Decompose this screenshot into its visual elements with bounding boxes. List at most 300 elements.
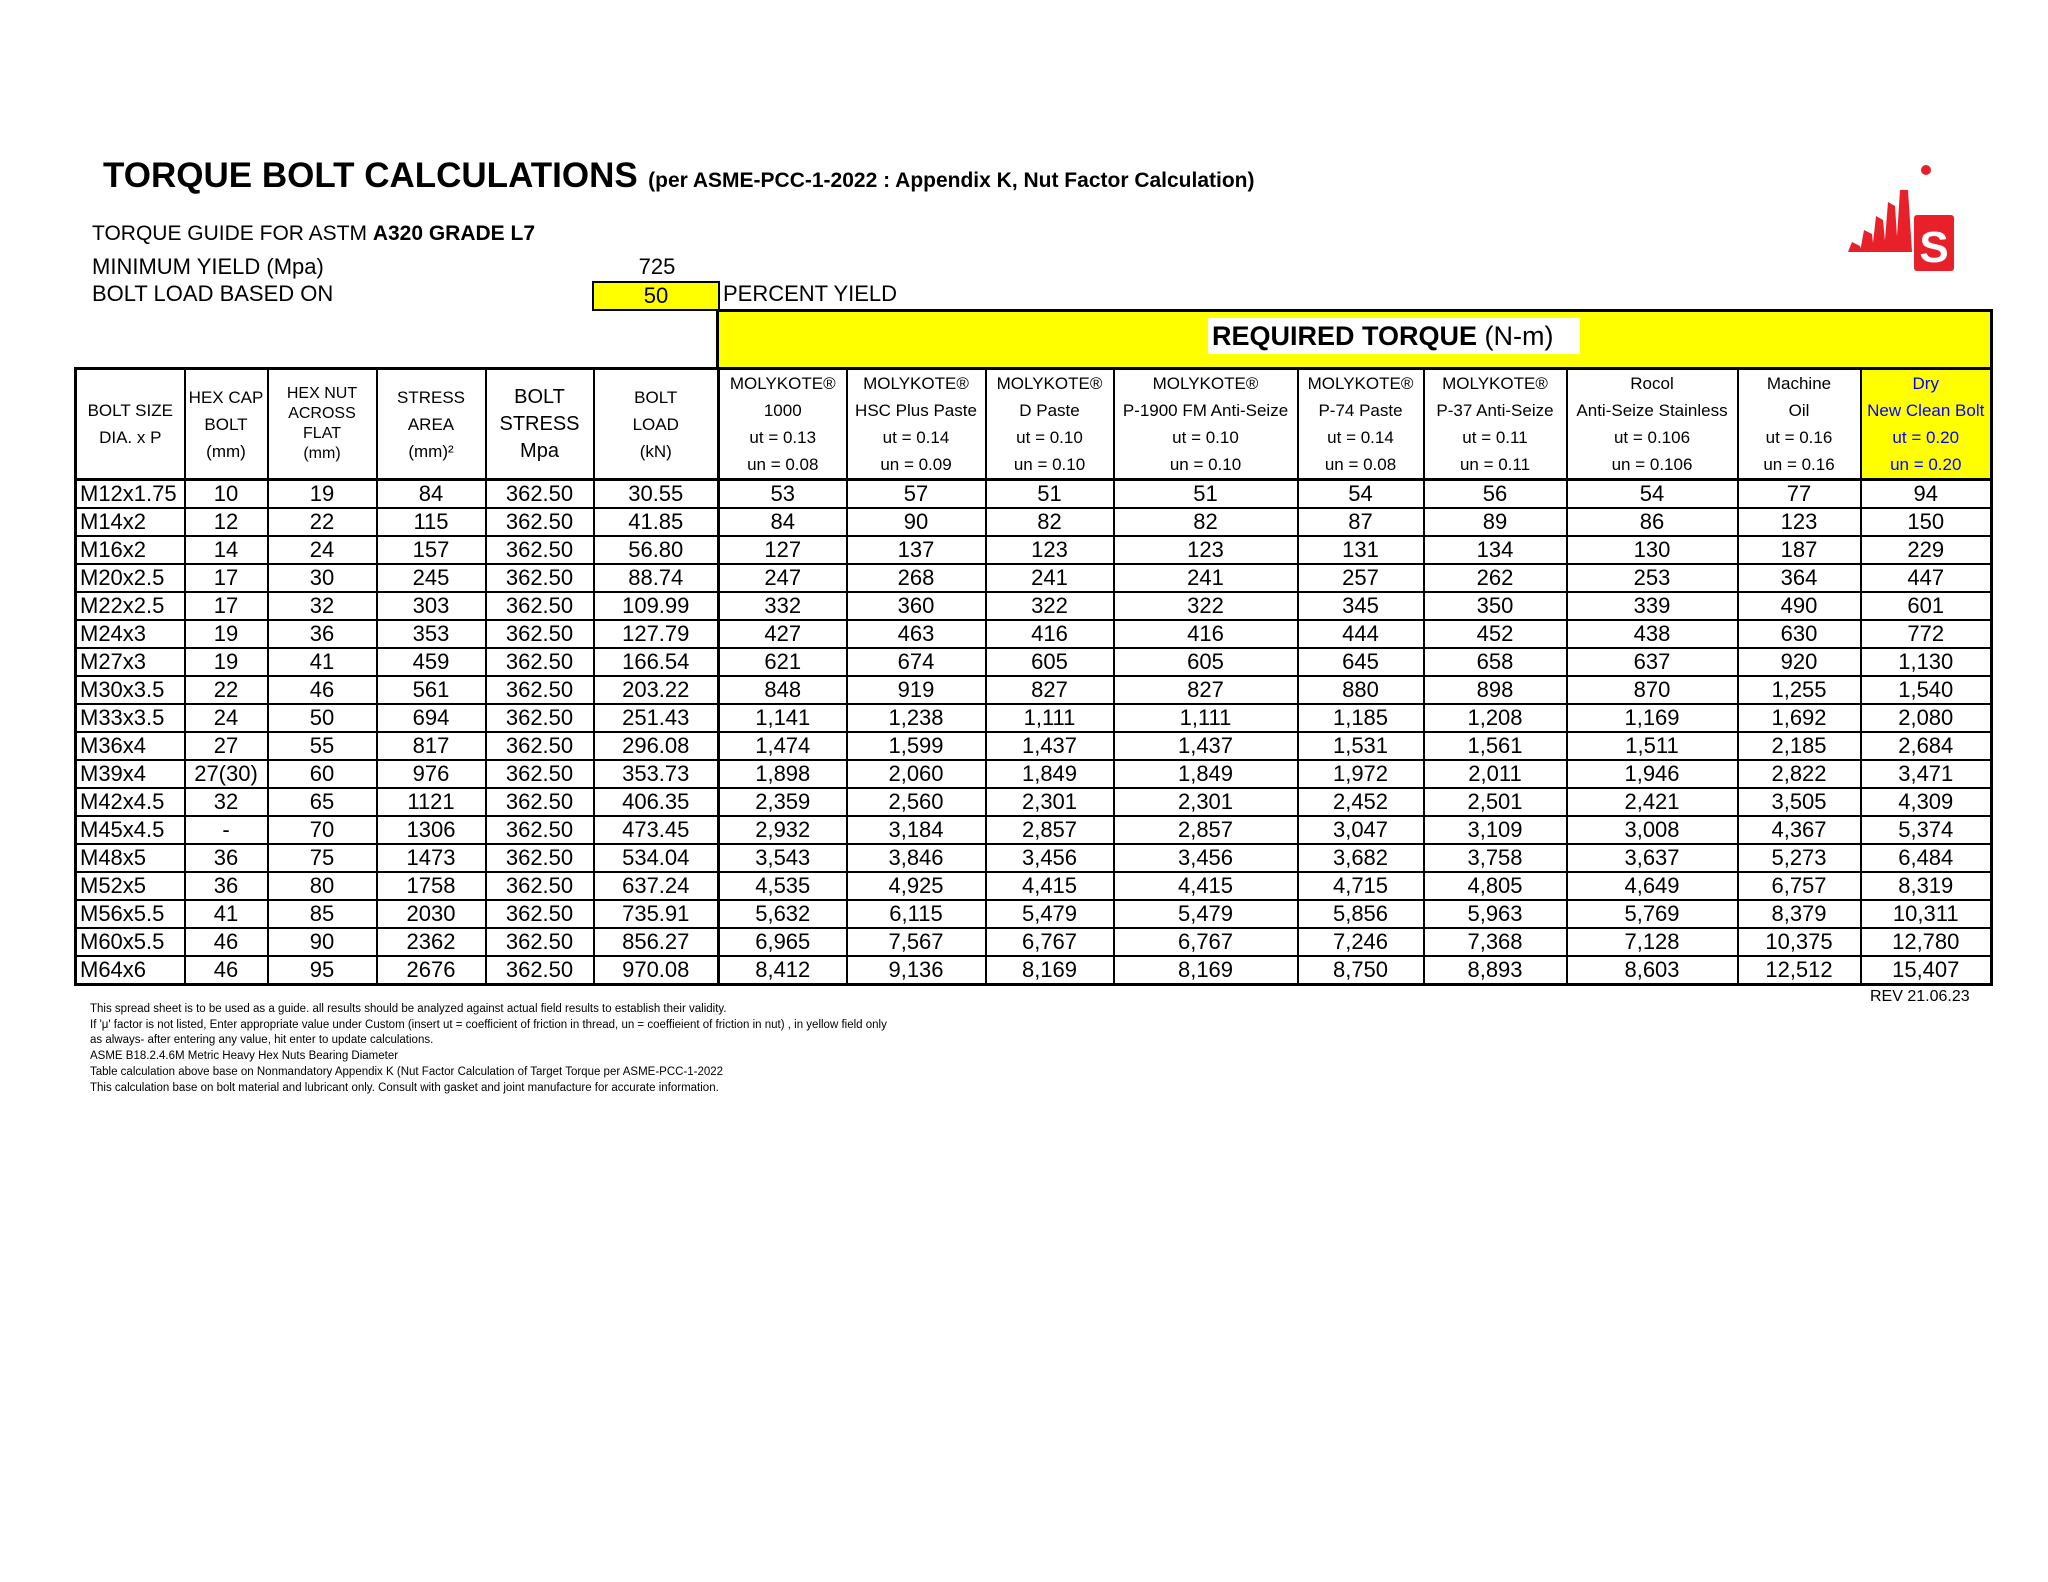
header-bolt-size-line1: BOLT SIZE: [87, 401, 173, 420]
table-cell: 5,479: [986, 900, 1114, 928]
table-cell: 3,637: [1567, 844, 1738, 872]
table-cell: 452: [1424, 620, 1567, 648]
table-cell: 41.85: [594, 508, 719, 536]
table-cell: M14x2: [76, 508, 185, 536]
table-cell: 19: [185, 620, 268, 648]
header-hex-cap-line3: (mm): [206, 441, 246, 461]
table-cell: 30: [268, 564, 377, 592]
header-lubricant-line: Dry: [1912, 374, 1939, 393]
table-cell: 2,684: [1861, 732, 1992, 760]
table-cell: 362.50: [486, 816, 594, 844]
header-lubricant-8: [1861, 369, 1992, 480]
table-cell: 57: [847, 480, 986, 509]
table-cell: 856.27: [594, 928, 719, 956]
table-cell: 24: [185, 704, 268, 732]
header-lubricant-1: [847, 369, 986, 480]
table-cell: 1,946: [1567, 760, 1738, 788]
table-cell: 3,682: [1298, 844, 1424, 872]
table-cell: 6,484: [1861, 844, 1992, 872]
table-cell: 84: [377, 480, 486, 509]
header-lubricant-line: ut = 0.10: [1016, 428, 1083, 447]
table-cell: 87: [1298, 508, 1424, 536]
table-cell: 27(30): [185, 760, 268, 788]
table-cell: 90: [847, 508, 986, 536]
table-row: [76, 508, 1992, 536]
table-row: [76, 732, 1992, 760]
table-row: [76, 956, 1992, 985]
table-cell: 4,309: [1861, 788, 1992, 816]
table-cell: 134: [1424, 536, 1567, 564]
table-cell: 41: [185, 900, 268, 928]
header-lubricant-line: un = 0.09: [880, 455, 952, 474]
min-yield-value: 725: [638, 254, 676, 279]
table-cell: 362.50: [486, 956, 594, 985]
table-cell: 56: [1424, 480, 1567, 509]
table-cell: 362.50: [486, 788, 594, 816]
footnote: ASME B18.2.4.6M Metric Heavy Hex Nuts Bearing Diameter: [90, 1050, 399, 1063]
table-cell: 24: [268, 536, 377, 564]
table-cell: 86: [1567, 508, 1738, 536]
table-cell: 1,474: [719, 732, 847, 760]
table-cell: 30.55: [594, 480, 719, 509]
header-lubricant-line: un = 0.20: [1890, 455, 1962, 474]
table-cell: 637: [1567, 648, 1738, 676]
table-cell: 1,599: [847, 732, 986, 760]
header-lubricant-line: D Paste: [1019, 401, 1080, 420]
table-cell: 12,512: [1738, 956, 1861, 985]
table-cell: 95: [268, 956, 377, 985]
table-cell: 8,169: [1114, 956, 1298, 985]
header-lubricant-7: [1738, 369, 1861, 480]
table-cell: 2,452: [1298, 788, 1424, 816]
table-cell: 362.50: [486, 732, 594, 760]
header-lubricant-line: Rocol: [1630, 374, 1674, 393]
table-cell: M39x4: [76, 760, 185, 788]
table-cell: 353.73: [594, 760, 719, 788]
table-cell: 32: [268, 592, 377, 620]
table-cell: 362.50: [486, 648, 594, 676]
table-cell: 463: [847, 620, 986, 648]
table-cell: 1121: [377, 788, 486, 816]
table-row: [76, 872, 1992, 900]
table-cell: 5,963: [1424, 900, 1567, 928]
table-cell: 364: [1738, 564, 1861, 592]
table-cell: 2,857: [986, 816, 1114, 844]
header-bolt-stress: [486, 369, 594, 480]
header-lubricant-line: MOLYKOTE®: [1152, 374, 1259, 393]
table-cell: 1,898: [719, 760, 847, 788]
table-cell: 131: [1298, 536, 1424, 564]
table-cell: 51: [1114, 480, 1298, 509]
table-cell: 6,757: [1738, 872, 1861, 900]
table-cell: 1,540: [1861, 676, 1992, 704]
table-cell: 827: [986, 676, 1114, 704]
table-cell: 241: [1114, 564, 1298, 592]
table-cell: 4,415: [986, 872, 1114, 900]
table-cell: 3,456: [986, 844, 1114, 872]
table-cell: 6,767: [1114, 928, 1298, 956]
table-cell: 7,567: [847, 928, 986, 956]
table-cell: 296.08: [594, 732, 719, 760]
header-lubricant-line: ut = 0.16: [1765, 428, 1833, 447]
table-cell: 5,273: [1738, 844, 1861, 872]
header-hex-nut-line3: FLAT: [303, 425, 341, 442]
table-cell: 345: [1298, 592, 1424, 620]
table-cell: 3,047: [1298, 816, 1424, 844]
table-cell: 187: [1738, 536, 1861, 564]
table-cell: 339: [1567, 592, 1738, 620]
header-lubricant-line: ut = 0.14: [1327, 428, 1394, 447]
header-lubricant-3: [1114, 369, 1298, 480]
table-cell: 2,301: [1114, 788, 1298, 816]
header-lubricant-5: [1424, 369, 1567, 480]
table-cell: 1,437: [1114, 732, 1298, 760]
table-cell: 6,965: [719, 928, 847, 956]
table-cell: 2,060: [847, 760, 986, 788]
table-cell: 1306: [377, 816, 486, 844]
table-cell: 2362: [377, 928, 486, 956]
table-cell: 674: [847, 648, 986, 676]
table-row: [76, 480, 1992, 509]
table-cell: 80: [268, 872, 377, 900]
table-cell: 362.50: [486, 592, 594, 620]
table-cell: 362.50: [486, 844, 594, 872]
table-cell: 2,501: [1424, 788, 1567, 816]
table-cell: 416: [986, 620, 1114, 648]
table-cell: 65: [268, 788, 377, 816]
table-cell: M56x5.5: [76, 900, 185, 928]
table-cell: 362.50: [486, 480, 594, 509]
table-cell: 36: [185, 844, 268, 872]
table-cell: 115: [377, 508, 486, 536]
table-row: [76, 816, 1992, 844]
table-cell: 362.50: [486, 620, 594, 648]
table-cell: 1,849: [1114, 760, 1298, 788]
table-row: [76, 900, 1992, 928]
table-cell: 51: [986, 480, 1114, 509]
table-cell: 19: [268, 480, 377, 509]
table-cell: 534.04: [594, 844, 719, 872]
table-cell: 46: [185, 956, 268, 985]
table-cell: 870: [1567, 676, 1738, 704]
header-bolt-stress-line1: BOLT: [514, 385, 565, 408]
footnote: This spread sheet is to be used as a guide. all results should be analyzed against actual field results to establish their validity.: [90, 1003, 727, 1015]
header-lubricant-line: MOLYKOTE®: [863, 374, 969, 393]
table-cell: 1,141: [719, 704, 847, 732]
table-cell: 735.91: [594, 900, 719, 928]
table-cell: M30x3.5: [76, 676, 185, 704]
table-cell: 22: [268, 508, 377, 536]
table-cell: M16x2: [76, 536, 185, 564]
header-stress-area-line2: AREA: [407, 414, 455, 434]
header-lubricant-line: MOLYKOTE®: [996, 374, 1103, 393]
table-cell: 27: [185, 732, 268, 760]
table-cell: 17: [185, 564, 268, 592]
table-cell: M22x2.5: [76, 592, 185, 620]
header-lubricant-line: un = 0.10: [1169, 455, 1242, 474]
header-lubricant-line: MOLYKOTE®: [729, 374, 836, 393]
table-cell: 1,130: [1861, 648, 1992, 676]
table-cell: 8,603: [1567, 956, 1738, 985]
table-cell: 4,715: [1298, 872, 1424, 900]
table-cell: 8,319: [1861, 872, 1992, 900]
table-cell: M52x5: [76, 872, 185, 900]
table-cell: 1,531: [1298, 732, 1424, 760]
table-cell: 621: [719, 648, 847, 676]
table-cell: 82: [1114, 508, 1298, 536]
table-cell: 490: [1738, 592, 1861, 620]
table-row: [76, 704, 1992, 732]
footnote: This calculation base on bolt material and lubricant only. Consult with gasket and joint manufacture for accurate information.: [90, 1081, 719, 1094]
table-cell: 694: [377, 704, 486, 732]
table-cell: 7,246: [1298, 928, 1424, 956]
table-cell: 3,456: [1114, 844, 1298, 872]
table-cell: 54: [1298, 480, 1424, 509]
table-cell: 3,758: [1424, 844, 1567, 872]
table-cell: 1,437: [986, 732, 1114, 760]
required-torque-unit: (N-m): [1477, 321, 1554, 351]
table-cell: 6,115: [847, 900, 986, 928]
table-cell: 8,169: [986, 956, 1114, 985]
header-hex-cap-line1: HEX CAP: [188, 387, 264, 407]
table-cell: 123: [1738, 508, 1861, 536]
table-cell: 2,822: [1738, 760, 1861, 788]
table-cell: 94: [1861, 480, 1992, 509]
table-cell: 3,846: [847, 844, 986, 872]
table-cell: 1,111: [1114, 704, 1298, 732]
table-cell: 880: [1298, 676, 1424, 704]
header-hex-nut-line1: HEX NUT: [286, 385, 358, 402]
table-cell: 2,301: [986, 788, 1114, 816]
header-hex-nut-line4: (mm): [303, 445, 341, 462]
header-bolt-size: [76, 369, 185, 480]
table-cell: 1,185: [1298, 704, 1424, 732]
table-cell: 1,238: [847, 704, 986, 732]
table-cell: 60: [268, 760, 377, 788]
header-lubricant-0: [719, 369, 847, 480]
header-lubricant-line: un = 0.08: [747, 455, 819, 474]
table-cell: 10,375: [1738, 928, 1861, 956]
table-cell: 362.50: [486, 676, 594, 704]
guide-grade: A320 GRADE L7: [372, 222, 536, 245]
table-cell: 2,080: [1861, 704, 1992, 732]
header-lubricant-line: un = 0.11: [1459, 455, 1531, 474]
guide-prefix: TORQUE GUIDE FOR ASTM: [92, 222, 373, 245]
table-cell: 427: [719, 620, 847, 648]
table-cell: 630: [1738, 620, 1861, 648]
table-cell: 4,535: [719, 872, 847, 900]
table-cell: 5,769: [1567, 900, 1738, 928]
company-logo-icon: [1840, 160, 1960, 280]
table-cell: 322: [986, 592, 1114, 620]
table-cell: 1,511: [1567, 732, 1738, 760]
title-subtitle: (per ASME-PCC-1-2022 : Appendix K, Nut Factor Calculation): [648, 169, 1255, 192]
table-cell: 90: [268, 928, 377, 956]
table-cell: 84: [719, 508, 847, 536]
table-cell: 123: [986, 536, 1114, 564]
table-cell: 22: [185, 676, 268, 704]
table-cell: 438: [1567, 620, 1738, 648]
table-cell: 17: [185, 592, 268, 620]
header-hex-nut: [268, 369, 377, 480]
header-bolt-size-line2: DIA. x P: [99, 428, 162, 447]
table-cell: 1,692: [1738, 704, 1861, 732]
table-cell: M45x4.5: [76, 816, 185, 844]
table-row: [76, 788, 1992, 816]
table-cell: 88.74: [594, 564, 719, 592]
table-cell: 241: [986, 564, 1114, 592]
header-lubricant-line: P-74 Paste: [1318, 401, 1403, 420]
table-cell: 5,479: [1114, 900, 1298, 928]
table-cell: 362.50: [486, 900, 594, 928]
table-cell: 53: [719, 480, 847, 509]
table-cell: 4,925: [847, 872, 986, 900]
table-header-row: [76, 369, 1992, 480]
percent-yield-label: PERCENT YIELD: [723, 281, 898, 306]
table-cell: 2030: [377, 900, 486, 928]
table-cell: 137: [847, 536, 986, 564]
table-cell: 2,359: [719, 788, 847, 816]
table-cell: 350: [1424, 592, 1567, 620]
table-cell: 32: [185, 788, 268, 816]
table-cell: 8,893: [1424, 956, 1567, 985]
table-cell: 362.50: [486, 564, 594, 592]
table-row: [76, 676, 1992, 704]
header-lubricant-line: ut = 0.14: [882, 428, 950, 447]
table-cell: 1,849: [986, 760, 1114, 788]
table-cell: 19: [185, 648, 268, 676]
header-lubricant-line: ut = 0.10: [1172, 428, 1239, 447]
table-cell: 4,649: [1567, 872, 1738, 900]
table-cell: M48x5: [76, 844, 185, 872]
percent-yield-input[interactable]: 50: [592, 281, 720, 311]
header-lubricant-line: MOLYKOTE®: [1442, 374, 1548, 393]
header-lubricant-line: ut = 0.13: [749, 428, 817, 447]
header-lubricant-line: ut = 0.20: [1892, 428, 1960, 447]
torque-guide-line: [92, 222, 535, 246]
required-torque-title: [1208, 318, 1580, 354]
logo-letter: S: [1919, 223, 1949, 272]
table-cell: 2,932: [719, 816, 847, 844]
title-main: TORQUE BOLT CALCULATIONS: [103, 156, 638, 195]
table-cell: 362.50: [486, 704, 594, 732]
table-cell: 150: [1861, 508, 1992, 536]
header-stress-area-line3: (mm)²: [408, 441, 454, 461]
table-cell: 3,471: [1861, 760, 1992, 788]
table-cell: M64x6: [76, 956, 185, 985]
table-cell: 1,208: [1424, 704, 1567, 732]
table-cell: 362.50: [486, 928, 594, 956]
header-lubricant-line: ut = 0.11: [1462, 428, 1528, 447]
table-cell: 257: [1298, 564, 1424, 592]
table-cell: 3,505: [1738, 788, 1861, 816]
table-cell: 4,367: [1738, 816, 1861, 844]
header-lubricant-line: Oil: [1788, 401, 1810, 420]
table-cell: 77: [1738, 480, 1861, 509]
table-cell: 303: [377, 592, 486, 620]
table-cell: 362.50: [486, 536, 594, 564]
table-cell: 75: [268, 844, 377, 872]
table-cell: 447: [1861, 564, 1992, 592]
table-cell: 9,136: [847, 956, 986, 985]
table-cell: 247: [719, 564, 847, 592]
table-cell: 82: [986, 508, 1114, 536]
table-cell: M42x4.5: [76, 788, 185, 816]
table-cell: 444: [1298, 620, 1424, 648]
revision-label: REV 21.06.23: [1870, 988, 1970, 1005]
table-cell: 1,972: [1298, 760, 1424, 788]
footnote: as always- after entering any value, hit enter to update calculations.: [90, 1034, 434, 1047]
table-cell: 7,368: [1424, 928, 1567, 956]
table-cell: 5,374: [1861, 816, 1992, 844]
table-cell: M60x5.5: [76, 928, 185, 956]
table-cell: 2,857: [1114, 816, 1298, 844]
header-bolt-load-line3: (kN): [639, 441, 672, 461]
header-lubricant-2: [986, 369, 1114, 480]
table-row: [76, 648, 1992, 676]
table-cell: 203.22: [594, 676, 719, 704]
table-cell: 362.50: [486, 760, 594, 788]
header-lubricant-line: HSC Plus Paste: [855, 401, 977, 420]
table-row: [76, 592, 1992, 620]
table-cell: -: [185, 816, 268, 844]
table-row: [76, 536, 1992, 564]
table-cell: 3,543: [719, 844, 847, 872]
table-cell: 605: [986, 648, 1114, 676]
table-cell: 268: [847, 564, 986, 592]
table-cell: 1,111: [986, 704, 1114, 732]
table-cell: 10: [185, 480, 268, 509]
header-lubricant-line: MOLYKOTE®: [1307, 374, 1414, 393]
table-cell: 848: [719, 676, 847, 704]
header-lubricant-line: P-37 Anti-Seize: [1436, 401, 1554, 420]
table-cell: 109.99: [594, 592, 719, 620]
table-cell: 251.43: [594, 704, 719, 732]
table-row: [76, 928, 1992, 956]
header-lubricant-line: P-1900 FM Anti-Seize: [1122, 401, 1289, 420]
header-lubricant-line: un = 0.16: [1763, 455, 1835, 474]
header-lubricant-line: New Clean Bolt: [1867, 401, 1985, 420]
header-lubricant-4: [1298, 369, 1424, 480]
header-hex-nut-line2: ACROSS: [288, 405, 356, 422]
table-cell: 898: [1424, 676, 1567, 704]
table-cell: 127: [719, 536, 847, 564]
table-cell: 4,805: [1424, 872, 1567, 900]
table-cell: 1,561: [1424, 732, 1567, 760]
table-cell: 637.24: [594, 872, 719, 900]
table-cell: 3,008: [1567, 816, 1738, 844]
table-row: [76, 620, 1992, 648]
table-cell: 2,185: [1738, 732, 1861, 760]
table-cell: M27x3: [76, 648, 185, 676]
table-cell: 3,109: [1424, 816, 1567, 844]
table-cell: 919: [847, 676, 986, 704]
table-cell: 3,184: [847, 816, 986, 844]
table-cell: 14: [185, 536, 268, 564]
table-cell: 54: [1567, 480, 1738, 509]
table-cell: M24x3: [76, 620, 185, 648]
table-cell: 5,856: [1298, 900, 1424, 928]
header-stress-area: [377, 369, 486, 480]
table-cell: 416: [1114, 620, 1298, 648]
header-bolt-load-line2: LOAD: [632, 414, 679, 434]
table-cell: 2,011: [1424, 760, 1567, 788]
table-cell: 322: [1114, 592, 1298, 620]
table-cell: 253: [1567, 564, 1738, 592]
footnote: Table calculation above base on Nonmandatory Appendix K (Nut Factor Calculation of Target Torque per ASME-PCC-1-2022: [90, 1065, 724, 1078]
table-cell: 127.79: [594, 620, 719, 648]
table-cell: 332: [719, 592, 847, 620]
